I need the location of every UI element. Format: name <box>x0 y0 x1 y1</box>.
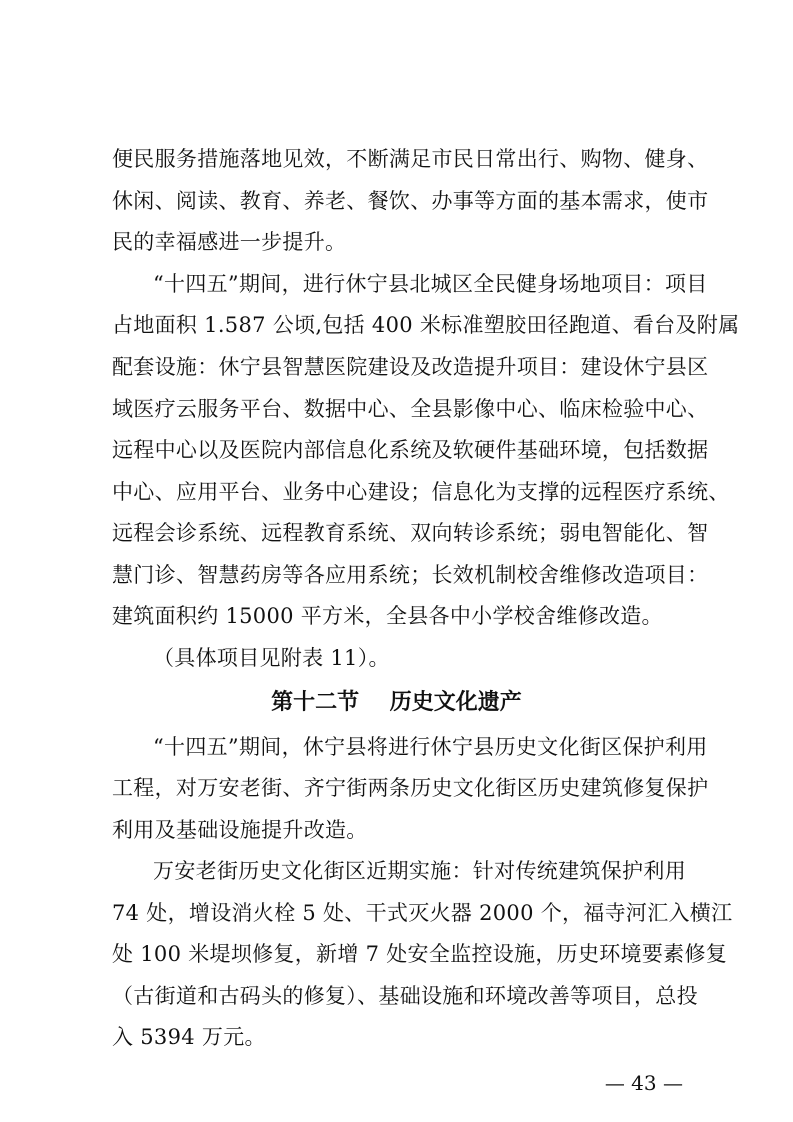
paragraph-line: 便民服务措施落地见效，不断满足市民日常出行、购物、健身、 <box>112 147 709 171</box>
paragraph-line: 占地面积 1.587 公顷,包括 400 米标准塑胶田径跑道、看台及附属 <box>112 313 740 337</box>
paragraph-line: 74 处，增设消火栓 5 处、干式灭火器 2000 个，福寺河汇入横江 <box>112 901 733 925</box>
paragraph-line: 利用及基础设施提升改造。 <box>112 818 368 842</box>
paragraph-line: 工程，对万安老街、齐宁街两条历史文化街区历史建筑修复保护 <box>112 776 709 800</box>
paragraph-line: 民的幸福感进一步提升。 <box>112 230 347 254</box>
paragraph-line: 远程中心以及医院内部信息化系统及软硬件基础环境，包括数据 <box>112 438 709 462</box>
paragraph-line: （古街道和古码头的修复）、基础设施和环境改善等项目，总投 <box>112 984 698 1008</box>
paragraph-line: 配套设施：休宁县智慧医院建设及改造提升项目：建设休宁县区 <box>112 355 709 379</box>
paragraph-line: 远程会诊系统、远程教育系统、双向转诊系统；弱电智能化、智 <box>112 521 709 545</box>
paragraph-line: 休闲、阅读、教育、养老、餐饮、办事等方面的基本需求，使市 <box>112 189 709 213</box>
paragraph-line: 慧门诊、智慧药房等各应用系统；长效机制校舍维修改造项目： <box>112 563 709 587</box>
paragraph-line: 域医疗云服务平台、数据中心、全县影像中心、临床检验中心、 <box>112 397 709 421</box>
page-number: — 43 — <box>604 1071 683 1095</box>
section-heading: 第十二节 历史文化遗产 <box>271 690 522 715</box>
paragraph-line: “十四五”期间，进行休宁县北城区全民健身场地项目：项目 <box>153 272 708 296</box>
paragraph-line: 万安老街历史文化街区近期实施：针对传统建筑保护利用 <box>153 859 686 883</box>
paragraph-line: “十四五”期间，休宁县将进行休宁县历史文化街区保护利用 <box>153 735 708 759</box>
paragraph-line: （具体项目见附表 11）。 <box>153 646 390 670</box>
paragraph-line: 入 5394 万元。 <box>112 1025 266 1049</box>
paragraph-line: 处 100 米堤坝修复，新增 7 处安全监控设施，历史环境要素修复 <box>112 942 728 966</box>
paragraph-line: 建筑面积约 15000 平方米，全县各中小学校舍维修改造。 <box>112 604 663 628</box>
paragraph-line: 中心、应用平台、业务中心建设；信息化为支撑的远程医疗系统、 <box>112 480 730 504</box>
